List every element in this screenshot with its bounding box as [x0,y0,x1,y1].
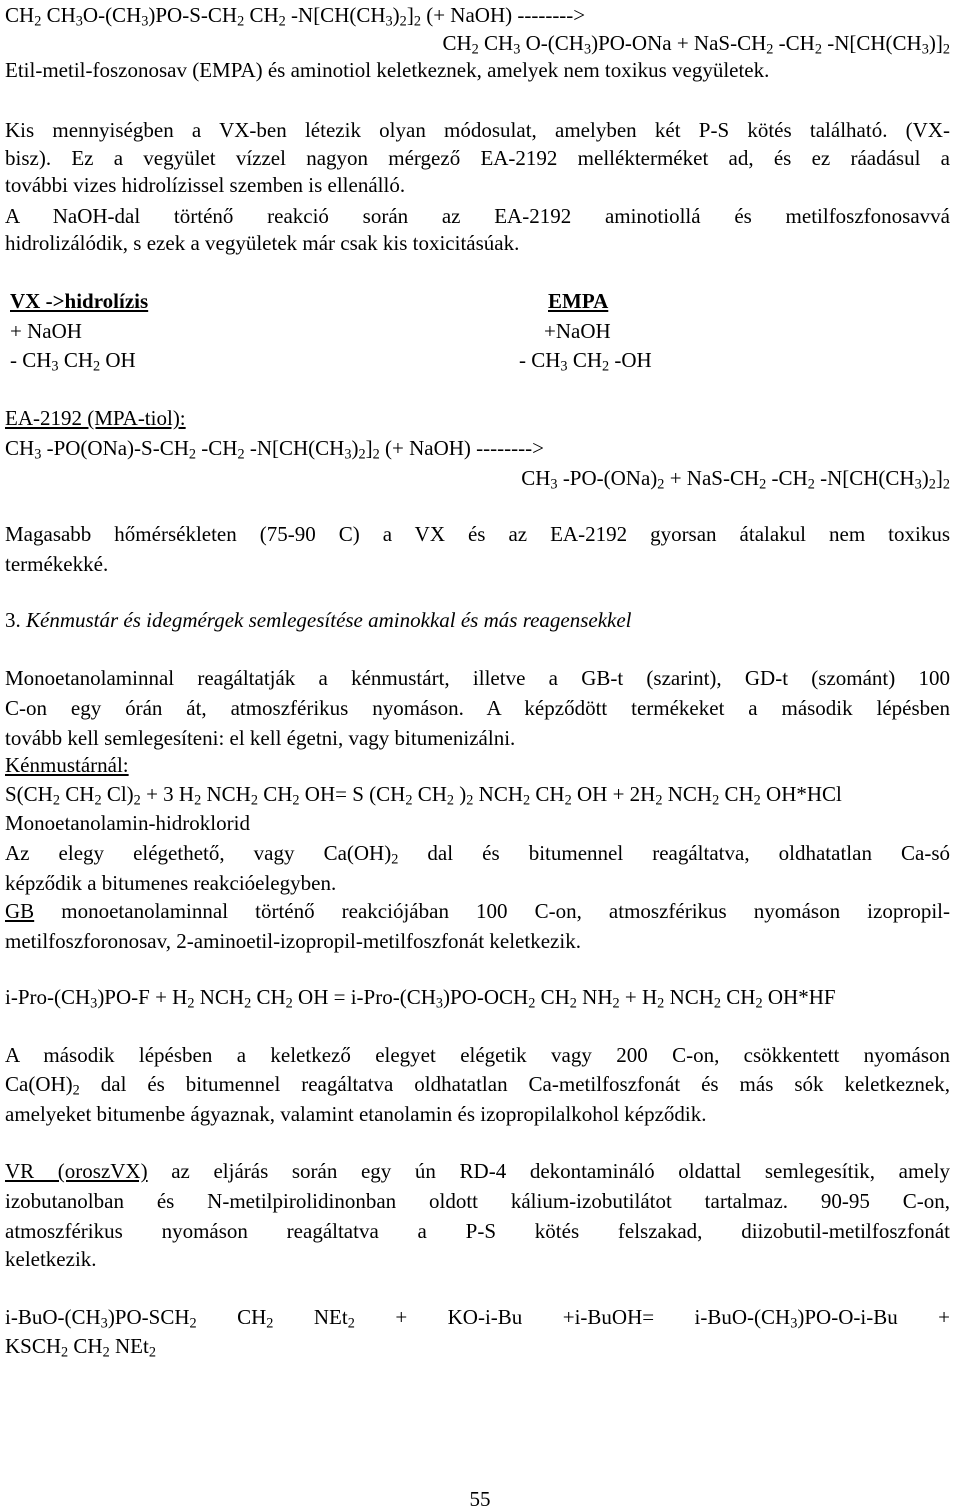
subscript: 2 [814,41,822,58]
text-run: NCH [664,985,714,1009]
text-run: az eljárás során egy ún RD-4 dekontamináló oldattal semlegesítik, amely [147,1159,950,1183]
text-run: S(CH [5,782,53,806]
text-line [5,607,950,633]
subscript: 3 [385,13,393,30]
text-line [5,1218,950,1244]
subscript: 2 [250,792,258,809]
subscript: 2 [188,446,197,463]
subscript: 2 [266,1315,274,1332]
text-run: KSCH [5,1334,62,1358]
text-run: -CH [773,31,815,55]
text-run: monoetanolaminnal történő reakciójában 100 C-on, atmoszférikus nyomáson izopropil- [34,899,950,923]
subscript: 3 [560,358,568,375]
subscript: 2 [766,41,774,58]
subscript: 2 [372,446,380,463]
subscript: 2 [194,792,202,809]
subscript: 2 [94,792,102,809]
subscript: 3 [141,13,149,30]
subscript: 2 [399,13,407,30]
text-run: OH [100,348,136,372]
table-cell [544,318,611,344]
subscript: 3 [790,1315,798,1332]
text-run: CH [521,466,551,490]
subscript: 2 [278,13,286,30]
text-line [5,117,950,143]
text-run: ) [392,3,400,27]
text-line [5,435,950,461]
text-run: VX ->hidrolízis [10,289,149,313]
subscript: 2 [655,792,663,809]
subscript: 2 [52,792,60,809]
subscript: 2 [413,13,421,30]
subscript: 2 [753,792,761,809]
text-run: ) [454,782,467,806]
subscript: 2 [942,41,950,58]
subscript: 3 [435,995,444,1012]
text-run: amelyeket bitumenbe ágyaznak, valamint etanolamin és izopropilalkohol képződik. [5,1102,707,1126]
subscript: 3 [90,995,98,1012]
text-line [5,1042,950,1068]
text-run: Ca(OH) [5,1072,73,1096]
subscript: 3 [914,476,922,493]
text-line [5,752,950,778]
text-run: ] [406,3,414,27]
text-run: NEt [273,1305,348,1329]
subscript: 2 [405,792,413,809]
text-run: NCH [201,782,251,806]
text-line [5,928,950,954]
subscript: 2 [102,1344,110,1361]
text-line [5,30,950,56]
text-run: ] [935,466,943,490]
text-run: )PO-SCH [107,1305,190,1329]
text-run: EMPA [548,289,609,313]
text-line [5,781,950,807]
text-run: )PO-ONa + NaS-CH [591,31,767,55]
subscript: 2 [347,1315,355,1332]
text-run: -N[CH(CH [821,31,922,55]
subscript: 2 [759,476,767,493]
text-run: CH [196,1305,267,1329]
subscript: 2 [391,851,399,868]
text-line [5,725,950,751]
subscript: 2 [471,41,479,58]
subscript: 2 [187,995,195,1012]
text-run: - CH [519,348,561,372]
text-run: +NaOH [544,319,611,343]
subscript: 2 [712,792,720,809]
subscript: 2 [189,1315,197,1332]
text-line [5,2,950,28]
text-run: ] [365,436,373,460]
table-cell [10,318,82,344]
text-line [5,1071,950,1097]
text-run: bisz). Ez a vegyület vízzel nagyon mérgező EA-2192 mellékterméket ad, és ez ráadásul a [5,146,950,170]
text-run: Kénmustár és idegmérgek semlegesítése aminokkal és más reagensekkel [26,608,632,632]
subscript: 2 [942,476,950,493]
text-run: A NaOH-dal történő reakció során az EA-2192 aminotiollá és metilfoszfonosavvá [5,204,950,228]
text-run: CH [5,436,35,460]
text-run: GB [5,899,35,923]
text-run: CH [5,3,35,27]
text-line [5,551,950,577]
subscript: 2 [72,1082,80,1099]
text-run: -CH [196,436,238,460]
text-run: OH + 2H [571,782,656,806]
text-run: CH [251,985,286,1009]
text-run: + NaS-CH [664,466,760,490]
table-cell [10,347,136,373]
text-run: CH [60,782,95,806]
text-line [5,870,950,896]
subscript: 3 [51,358,59,375]
text-run: Monoetanolamin-hidroklorid [5,811,250,835]
text-run: O-(CH [520,31,584,55]
text-run: izobutanolban és N-metilpirolidinonban oldott kálium-izobutilátot tartalmaz. 90-95 C-on, [5,1189,950,1213]
subscript: 2 [237,446,245,463]
subscript: 3 [550,476,558,493]
text-run: NCH [194,985,245,1009]
text-run: tovább kell semlegesíteni: el kell égetni, vagy bitumenizálni. [5,726,516,750]
text-run: CH [41,3,76,27]
subscript: 2 [292,792,300,809]
text-run: NEt [109,1334,149,1358]
text-run: metilfoszforonosav, 2-aminoetil-izopropil-metilfoszfonát keletkezik. [5,929,581,953]
subscript: 2 [528,995,536,1012]
text-run: - CH [10,348,52,372]
page-number: 55 [469,1487,491,1511]
text-run: további vizes hidrolízissel szemben is ellenálló. [5,173,406,197]
text-run: )PO-S-CH [148,3,238,27]
text-run: )PO-O-i-Bu + [797,1305,951,1329]
subscript: 2 [928,476,936,493]
text-line [5,984,950,1010]
text-run: i-BuO-(CH [5,1305,101,1329]
text-run: (+ NaOH) --------> [379,436,544,460]
subscript: 2 [713,995,722,1012]
text-run: Cl) [101,782,134,806]
subscript: 2 [93,358,101,375]
text-run: -N[CH(CH [244,436,345,460]
text-line [5,810,950,836]
text-line [5,1304,950,1330]
text-line [5,695,950,721]
subscript: 3 [921,41,929,58]
text-run: Etil-metil-foszonosav (EMPA) és aminotiol keletkeznek, amelyek nem toxikus vegyületek. [5,58,770,82]
text-line [5,465,950,491]
text-run: -CH [766,466,808,490]
text-run: képződik a bitumenes reakcióelegyben. [5,871,337,895]
text-run: termékekké. [5,552,109,576]
text-run: CH [58,348,93,372]
text-line [5,1333,950,1359]
text-run: OH*HF [762,985,836,1009]
text-run: CH [721,985,756,1009]
text-line [5,840,950,866]
subscript: 2 [657,995,665,1012]
text-run: CH [442,31,472,55]
text-line [5,1246,950,1272]
text-run: EA-2192 (MPA-tiol): [5,406,186,430]
text-run: atmoszférikus nyomáson reagáltatva a P-S kötés felszakad, diizobutil-metilfoszfonát [5,1219,950,1243]
text-run: Magasabb hőmérsékleten (75-90 C) a VX és az EA-2192 gyorsan átalakul nem toxikus [5,522,950,546]
text-line [5,1158,950,1184]
text-line [5,172,950,198]
subscript: 2 [133,792,141,809]
subscript: 2 [657,476,665,493]
text-line [5,405,950,431]
text-run: Kénmustárnál: [5,753,129,777]
text-run: i-Pro-(CH [5,985,91,1009]
text-line [5,1101,950,1127]
text-run: CH [478,31,514,55]
text-run: OH*HCl [760,782,842,806]
subscript: 3 [583,41,592,58]
text-run: CH [257,782,293,806]
subscript: 2 [285,995,293,1012]
text-run: O-(CH [82,3,142,27]
subscript: 2 [237,13,245,30]
text-run: NCH [662,782,713,806]
text-line [5,145,950,171]
subscript: 2 [755,995,763,1012]
text-line [5,230,950,256]
subscript: 3 [34,446,42,463]
subscript: 3 [344,446,352,463]
text-line [5,203,950,229]
text-line [5,57,950,83]
text-run: hidrolizálódik, s ezek a vegyületek már csak kis toxicitásúak. [5,231,520,255]
subscript: 2 [148,1344,156,1361]
text-run: Kis mennyiségben a VX-ben létezik olyan módosulat, amelyben két P-S kötés található. (VX- [5,118,950,142]
text-run: CH [719,782,754,806]
text-run: OH = i-Pro-(CH [292,985,436,1009]
text-run: (+ NaOH) --------> [420,3,586,27]
text-line [5,521,950,547]
text-run: dal és bitumennel reagáltatva oldhatatlan Ca-metilfoszfonát és más sók keletkeznek, [79,1072,950,1096]
text-run: ) [351,436,359,460]
subscript: 2 [523,792,531,809]
subscript: 2 [807,476,815,493]
subscript: 2 [34,13,42,30]
text-run: CH [244,3,279,27]
text-run: -PO(ONa)-S-CH [41,436,189,460]
subscript: 2 [569,995,577,1012]
text-run: 3. [5,608,26,632]
subscript: 3 [513,41,521,58]
text-line [5,1188,950,1214]
text-run: -N[CH(CH [814,466,915,490]
text-run: A második lépésben a keletkező elegyet elégetik vagy 200 C-on, csökkentett nyomáson [5,1043,950,1067]
text-run: C-on egy órán át, atmoszférikus nyomáson. A képződött termékeket a második lépésben [5,696,950,720]
subscript: 2 [564,792,572,809]
subscript: 3 [75,13,83,30]
text-run: CH [567,348,602,372]
text-line [5,898,950,924]
subscript: 2 [466,792,474,809]
table-cell [548,288,608,314]
text-run: ) [921,466,929,490]
text-run: )PO-OCH [443,985,529,1009]
text-run: + NaOH [10,319,82,343]
text-run: NH [576,985,613,1009]
table-cell [10,288,148,314]
subscript: 3 [100,1315,108,1332]
text-run: -PO-(ONa) [557,466,658,490]
subscript: 2 [61,1344,69,1361]
text-run: NCH [473,782,524,806]
table-cell [519,347,652,373]
text-run: + H [619,985,658,1009]
subscript: 2 [602,358,610,375]
subscript: 2 [244,995,252,1012]
text-run: + KO-i-Bu +i-BuOH= i-BuO-(CH [354,1305,791,1329]
text-run: -N[CH(CH [285,3,386,27]
text-run: CH [68,1334,103,1358]
text-run: keletkezik. [5,1247,97,1271]
text-run: Monoetanolaminnal reagáltatják a kénmustárt, illetve a GB-t (szarint), GD-t (szománt) 100 [5,666,950,690]
text-run: + 3 H [140,782,195,806]
text-run: )PO-F + H [97,985,188,1009]
text-run: CH [530,782,565,806]
text-run: -OH [609,348,652,372]
text-line [5,665,950,691]
subscript: 2 [612,995,620,1012]
text-run: )] [928,31,943,55]
text-run: CH [412,782,447,806]
text-run: Az elegy elégethető, vagy Ca(OH) [5,841,392,865]
text-run: OH= S (CH [299,782,406,806]
text-run: dal és bitumennel reagáltatva, oldhatatlan Ca-só [398,841,950,865]
text-run: CH [535,985,570,1009]
text-run: VR (oroszVX) [5,1159,148,1183]
subscript: 2 [358,446,366,463]
subscript: 2 [446,792,455,809]
